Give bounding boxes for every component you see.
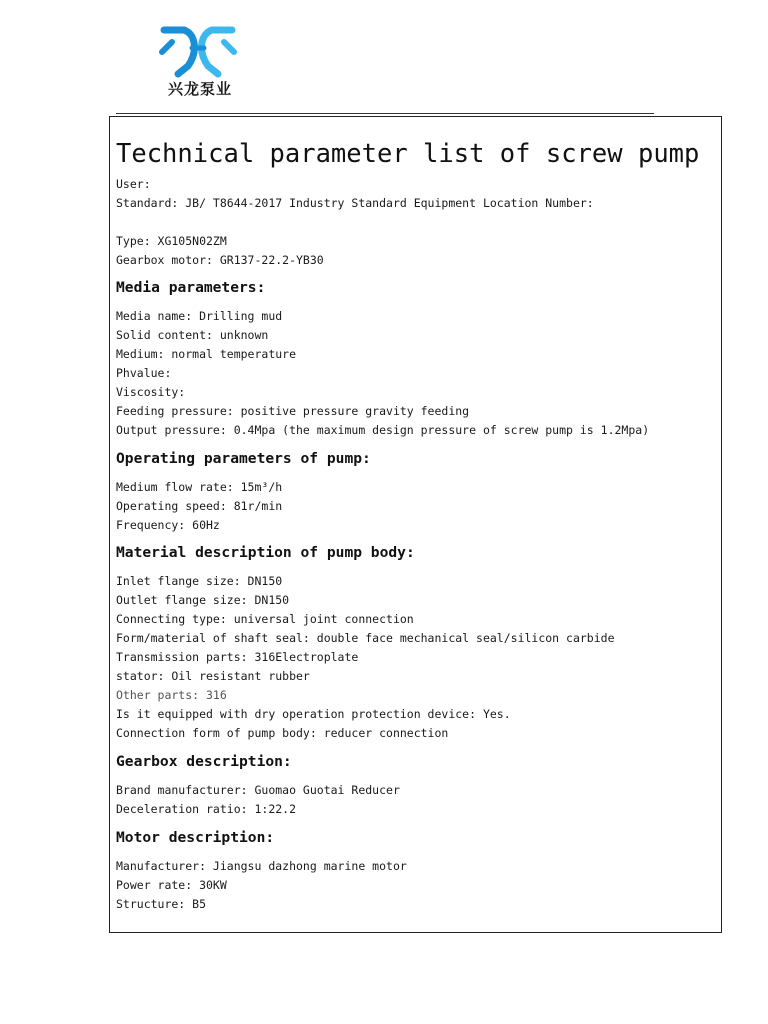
logo-mark-icon	[158, 22, 238, 78]
ph-value-line: Phvalue:	[116, 366, 172, 380]
logo-text: 兴龙泵业	[167, 80, 232, 98]
deceleration-ratio-line: Deceleration ratio: 1:22.2	[116, 802, 297, 816]
inlet-flange-line: Inlet flange size: DN150	[116, 574, 283, 588]
outlet-flange-line: Outlet flange size: DN150	[116, 593, 290, 607]
frequency-line: Frequency: 60Hz	[116, 518, 220, 532]
feeding-pressure-line: Feeding pressure: positive pressure gravity feeding	[116, 404, 470, 418]
user-field: User:	[116, 177, 151, 191]
solid-content-line: Solid content: unknown	[116, 328, 269, 342]
media-name-line: Media name: Drilling mud	[116, 309, 283, 323]
other-parts-line: Other parts: 316	[116, 688, 227, 702]
document-title: Technical parameter list of screw pump	[116, 139, 700, 169]
company-logo	[140, 22, 260, 98]
transmission-parts-line: Transmission parts: 316Electroplate	[116, 650, 359, 664]
header-divider	[116, 113, 654, 114]
shaft-seal-line: Form/material of shaft seal: double face mechanical seal/silicon carbide	[116, 631, 615, 645]
dry-protection-line: Is it equipped with dry operation protection device: Yes.	[116, 707, 511, 721]
viscosity-line: Viscosity:	[116, 385, 186, 399]
structure-line: Structure: B5	[116, 897, 207, 911]
flow-rate-line: Medium flow rate: 15m³/h	[116, 480, 283, 494]
media-parameters-heading: Media parameters:	[116, 279, 266, 296]
motor-manufacturer-line: Manufacturer: Jiangsu dazhong marine motor	[116, 859, 407, 873]
operating-parameters-heading: Operating parameters of pump:	[116, 450, 371, 467]
gearbox-description-heading: Gearbox description:	[116, 753, 292, 770]
material-description-heading: Material description of pump body:	[116, 544, 415, 561]
stator-line: stator: Oil resistant rubber	[116, 669, 310, 683]
motor-description-heading: Motor description:	[116, 829, 275, 846]
connecting-type-line: Connecting type: universal joint connection	[116, 612, 414, 626]
operating-speed-line: Operating speed: 81r/min	[116, 499, 283, 513]
parameter-sheet	[109, 116, 722, 933]
medium-line: Medium: normal temperature	[116, 347, 297, 361]
type-field: Type: XG105N02ZM	[116, 234, 227, 248]
standard-field: Standard: JB/ T8644-2017 Industry Standard Equipment Location Number:	[116, 196, 594, 210]
brand-manufacturer-line: Brand manufacturer: Guomao Guotai Reducer	[116, 783, 400, 797]
power-rate-line: Power rate: 30KW	[116, 878, 227, 892]
connection-form-line: Connection form of pump body: reducer connection	[116, 726, 449, 740]
output-pressure-line: Output pressure: 0.4Mpa (the maximum design pressure of screw pump is 1.2Mpa)	[116, 423, 650, 437]
gearbox-motor-field: Gearbox motor: GR137-22.2-YB30	[116, 253, 324, 267]
